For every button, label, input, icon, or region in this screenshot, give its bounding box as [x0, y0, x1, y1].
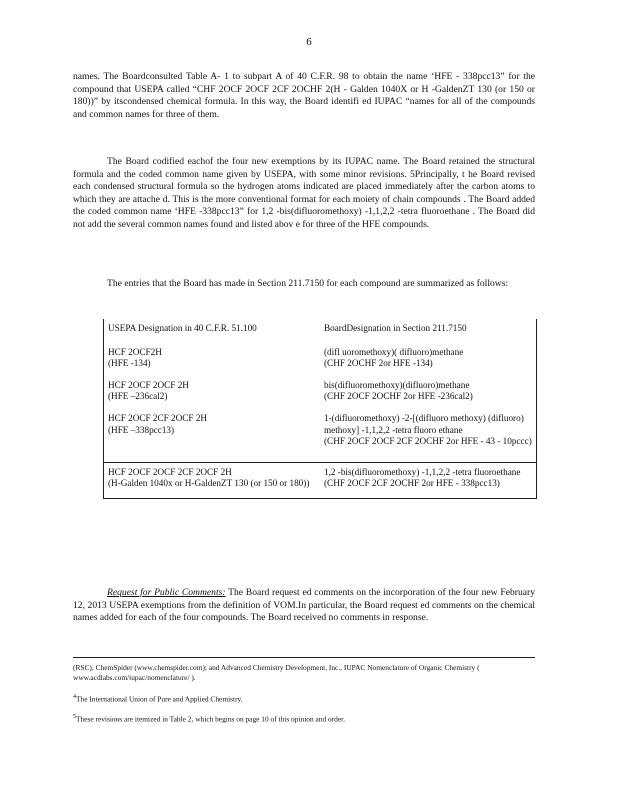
public-comments-heading: Request for Public Comments:	[107, 587, 226, 598]
board-name: 1-(difluoromethoxy) -2-[(difluoro methoxy) (difluoro) methoxy] -1,1,2,2 -tetra fluoro ethane	[324, 412, 524, 435]
board-cell	[320, 462, 537, 498]
footnote-4-mark: 4	[73, 694, 76, 700]
paragraph-2-text: The Board codified eachof the four new exemptions by its IUPAC name. The Board retained the structural formula and the coded common name given by USEPA, with some minor revisions. 5Principally, t he Board revised each condensed structural formula so the hydrogen atoms indicated are placed immediately after the carbon atoms to which they are attache d. This is the more conventional format for each moiety of chain compounds . The Board added the coded common name ‘HFE -338pcc13” for 1,2 -bis(difluoromethoxy) -1,1,2,2 -tetra fluoroethane . The Board did not add the several common names found and listed abov e for three of the HFE compounds.	[73, 156, 535, 230]
usepa-code: (HFE -134)	[108, 358, 151, 369]
usepa-formula: HCF 2OCF 2OCF 2CF 2OCF 2H	[108, 466, 232, 477]
paragraph-entries-intro	[73, 278, 535, 291]
paragraph-public-comments	[73, 587, 535, 625]
board-name: 1,2 -bis(difluoromethoxy) -1,1,2,2 -tetra fluoroethane	[324, 466, 521, 477]
board-formula: (CHF 2OCF 2OCF 2CF 2OCHF 2or HFE - 43 - 10pccc)	[324, 436, 532, 447]
usepa-cell	[104, 378, 321, 411]
footnote-continued: (RSC), ChemSpider (www.chemspider.com); and Advanced Chemistry Development, Inc., IUPAC Nomenclature of Organic Chemistry ( www.acdlabs.com/iupac/nomenclature/ ).	[73, 663, 480, 682]
entries-table	[103, 319, 537, 499]
usepa-formula: HCF 2OCF2H	[108, 346, 162, 357]
paragraph-1-text: names. The Boardconsulted Table A- 1 to subpart A of 40 C.F.R. 98 to obtain the name ‘HFE - 338pcc13” for the compound that USEPA called “CHF 2OCF 2OCF 2CF 2OCHF 2(H - Galden 1040X or H -GaldenZT 130 (or 150 or 180))” by itscondensed chemical formula. In this way, the Board identifi ed IUPAC “names for all of the compounds and common names for three of them.	[73, 71, 535, 120]
board-formula: (CHF 2OCHF 2or HFE -134)	[324, 358, 433, 369]
table-row	[104, 345, 537, 378]
footnote-5-text: These revisions are itemized in Table 2, which begins on page 10 of this opinion and order.	[76, 714, 346, 724]
usepa-code: (HFE –236cal2)	[108, 391, 168, 402]
paragraph-3-text: The entries that the Board has made in Section 211.7150 for each compound are summarized as follows:	[107, 278, 509, 289]
board-cell	[320, 378, 537, 411]
board-name: (difl uoromethoxy)( difluoro)methane	[324, 346, 464, 357]
footnote-4-text: The International Union of Pure and Applied Chemistry.	[76, 694, 243, 704]
board-formula: (CHF 2OCF 2OCHF 2or HFE -236cal2)	[324, 391, 473, 402]
footnote-5	[73, 712, 535, 724]
usepa-cell	[104, 462, 321, 498]
header-usepa: USEPA Designation in 40 C.F.R. 51.100	[104, 319, 321, 345]
usepa-code: (H-Galden 1040x or H-GaldenZT 130 (or 150 or 180))	[108, 478, 310, 489]
usepa-formula: HCF 2OCF 2CF 2OCF 2H	[108, 412, 208, 423]
paragraph-4-text: The Board request ed comments on the incorporation of the four new February 12, 2013 USEPA exemptions from the definition of VOM.In particular, the Board request ed comments on the chemical names added for each of the four compounds. The Board received no comments in response.	[73, 587, 535, 624]
paragraph-codified	[73, 156, 535, 232]
table-header-row	[104, 319, 537, 345]
usepa-cell	[104, 345, 321, 378]
footnote-4	[73, 692, 535, 704]
paragraph-names-consulted	[73, 71, 535, 121]
paragraph-4	[73, 587, 535, 625]
footnote-divider	[73, 657, 535, 658]
usepa-code: (HFE –338pcc13)	[108, 424, 175, 435]
page-number: 6	[306, 36, 312, 48]
table-row	[104, 411, 537, 462]
board-cell	[320, 345, 537, 378]
table-row	[104, 378, 537, 411]
usepa-formula: HCF 2OCF 2OCF 2H	[108, 379, 189, 390]
usepa-cell	[104, 411, 321, 462]
table-row	[104, 462, 537, 498]
board-formula: (CHF 2OCF 2CF 2OCHF 2or HFE - 338pcc13)	[324, 478, 500, 489]
header-board: BoardDesignation in Section 211.7150	[320, 319, 537, 345]
board-name: bis(difluoromethoxy)(difluoro)methane	[324, 379, 470, 390]
board-cell	[320, 411, 537, 462]
footnote-5-mark: 5	[73, 714, 76, 720]
